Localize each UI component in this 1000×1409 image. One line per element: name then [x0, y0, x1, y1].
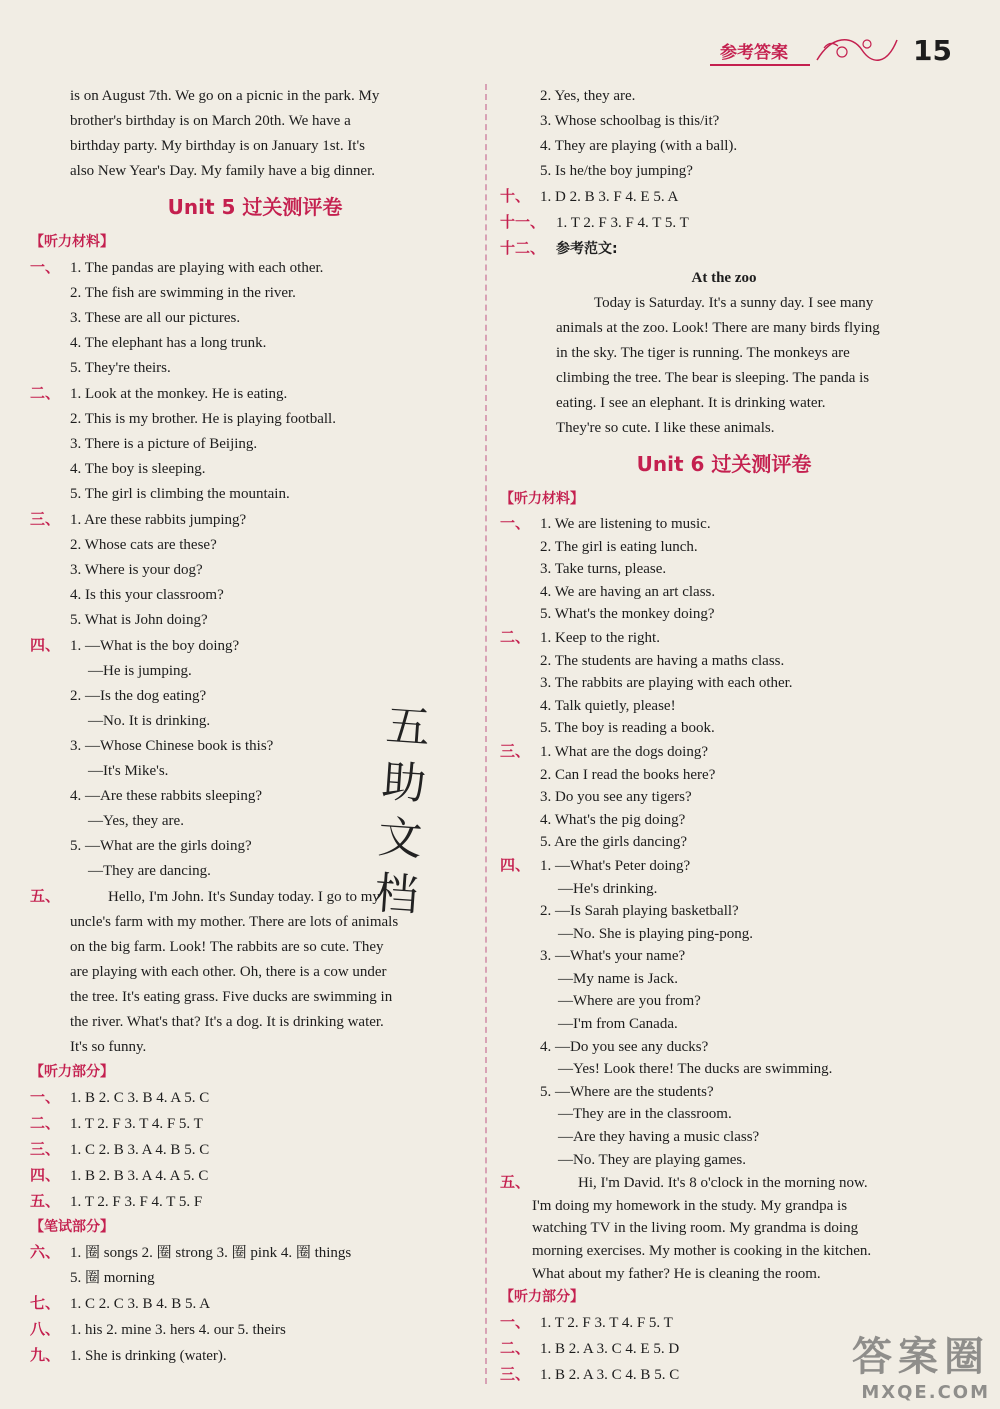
- passage-line: are playing with each other. Oh, there is a cow under: [70, 964, 387, 980]
- question-number: 五、: [500, 1173, 531, 1192]
- answer-text: 5. 圈 morning: [70, 1270, 155, 1286]
- dialogue-line: 1. —What's Peter doing?: [540, 857, 691, 874]
- passage-line: the tree. It's eating grass. Five ducks are swimming in: [70, 989, 393, 1005]
- intro-paragraph: [30, 84, 480, 184]
- dialogue-line: —No. She is playing ping-pong.: [558, 925, 753, 942]
- u6-q3: [500, 740, 948, 854]
- passage-line: It's so funny.: [70, 1039, 147, 1055]
- u5-q1: [30, 255, 480, 381]
- text-line: also New Year's Day. My family have a big dinner.: [70, 163, 376, 179]
- passage-line: on the big farm. Look! The rabbits are so cute. They: [70, 939, 384, 955]
- essay-line: in the sky. The tiger is running. The monkeys are: [556, 345, 850, 361]
- passage-line: watching TV in the living room. My grandma is doing: [532, 1220, 859, 1237]
- passage-line: What about my father? He is cleaning the room.: [532, 1265, 821, 1282]
- essay-body: [500, 291, 948, 441]
- answer-text: 1. B 2. A 3. C 4. E 5. D: [540, 1341, 680, 1358]
- watermark-url: MXQE.COM: [861, 1382, 990, 1403]
- question-number: 一、: [30, 258, 61, 276]
- passage-line: morning exercises. My mother is cooking in the kitchen.: [532, 1243, 872, 1259]
- question-number: 四、: [30, 1166, 61, 1184]
- u6-q5: [500, 1171, 948, 1285]
- question-item: 3. Where is your dog?: [70, 562, 203, 578]
- dialogue-line: —Yes, they are.: [88, 813, 184, 829]
- dialogue-line: —Yes! Look there! The ducks are swimming.: [558, 1061, 833, 1078]
- right-column: [500, 84, 948, 1388]
- question-number: 十二、: [500, 239, 546, 257]
- question-number: 七、: [30, 1294, 61, 1312]
- u6-q1: [500, 512, 948, 626]
- u5-q3: [30, 507, 480, 633]
- question-item: 4. We are having an art class.: [540, 583, 716, 600]
- question-number: 三、: [30, 1140, 61, 1158]
- question-item: 2. The girl is eating lunch.: [540, 538, 698, 555]
- question-number: 三、: [500, 1365, 531, 1384]
- dialogue-line: —No. They are playing games.: [558, 1151, 747, 1168]
- question-item: 4. Is this your classroom?: [70, 587, 224, 603]
- question-number: 九、: [30, 1346, 61, 1364]
- question-number: 六、: [30, 1243, 61, 1261]
- header-underline: [710, 64, 810, 66]
- question-number: 一、: [500, 1313, 531, 1332]
- question-number: 二、: [500, 627, 531, 646]
- question-number: 十、: [500, 187, 531, 205]
- u6-q4: [500, 854, 948, 1171]
- question-number: 二、: [500, 1339, 531, 1358]
- essay-line: eating. I see an elephant. It is drinking water.: [556, 395, 826, 411]
- question-number: 五、: [30, 887, 61, 905]
- question-item: 1. We are listening to music.: [540, 516, 711, 532]
- answer-text: 1. T 2. F 3. T 4. F 5. T: [70, 1116, 203, 1132]
- question-item: 2. The students are having a maths class.: [540, 652, 785, 669]
- dialogue-line: 3. —Whose Chinese book is this?: [70, 738, 274, 754]
- column-divider: [485, 84, 487, 1384]
- question-item: 3. Do you see any tigers?: [540, 789, 692, 806]
- question-item: 2. Whose cats are these?: [70, 537, 217, 553]
- sample-essay-label: 参考范文:: [556, 241, 618, 257]
- question-item: 4. The boy is sleeping.: [70, 461, 206, 477]
- answer-text: 1. C 2. C 3. B 4. B 5. A: [70, 1296, 211, 1312]
- written-part-label: 【笔试部分】: [30, 1219, 114, 1235]
- question-number: 三、: [500, 741, 531, 760]
- handwritten-char: 档: [372, 867, 420, 922]
- essay-line: They're so cute. I like these animals.: [556, 420, 775, 436]
- question-item: 4. Talk quietly, please!: [540, 697, 676, 714]
- question-item: 4. The elephant has a long trunk.: [70, 335, 267, 351]
- handwritten-char: 助: [380, 756, 428, 810]
- u6-q2: [500, 626, 948, 740]
- dialogue-line: 1. —What is the boy doing?: [70, 638, 240, 654]
- text-line: birthday party. My birthday is on January 1st. It's: [70, 138, 366, 154]
- answer-text: 3. Whose schoolbag is this/it?: [540, 113, 720, 129]
- question-item: 1. The pandas are playing with each other.: [70, 260, 324, 276]
- question-number: 二、: [30, 384, 61, 402]
- question-number: 二、: [30, 1114, 61, 1132]
- text-line: brother's birthday is on March 20th. We have a: [70, 113, 351, 129]
- dialogue-line: 5. —What are the girls doing?: [70, 838, 252, 854]
- question-item: 1. What are the dogs doing?: [540, 743, 709, 760]
- question-item: 5. The girl is climbing the mountain.: [70, 486, 290, 502]
- question-item: 5. The boy is reading a book.: [540, 720, 715, 737]
- question-item: 5. What is John doing?: [70, 612, 208, 628]
- text-line: is on August 7th. We go on a picnic in the park. My: [70, 88, 380, 104]
- passage-line: Hi, I'm David. It's 8 o'clock in the morning now.: [578, 1175, 868, 1192]
- essay-line: Today is Saturday. It's a sunny day. I see many: [594, 295, 874, 311]
- dialogue-line: 4. —Do you see any ducks?: [540, 1038, 709, 1055]
- listening-part-label: 【听力部分】: [500, 1289, 584, 1306]
- u5-written-answers: [30, 1240, 480, 1369]
- question-item: 2. Can I read the books here?: [540, 766, 716, 783]
- answer-text: 1. She is drinking (water).: [70, 1348, 227, 1364]
- listening-part-label: 【听力部分】: [30, 1064, 114, 1080]
- answer-text: 1. T 2. F 3. F 4. T 5. T: [556, 215, 689, 231]
- passage-line: uncle's farm with my mother. There are lots of animals: [70, 914, 399, 930]
- question-number: 五、: [30, 1192, 61, 1210]
- dialogue-line: —It's Mike's.: [88, 763, 169, 779]
- question-item: 5. They're theirs.: [70, 360, 171, 376]
- question-item: 3. There is a picture of Beijing.: [70, 436, 258, 452]
- question-item: 3. These are all our pictures.: [70, 310, 241, 326]
- header-label: 参考答案: [720, 43, 788, 63]
- dialogue-line: —Are they having a music class?: [558, 1129, 760, 1146]
- u5-q2: [30, 381, 480, 507]
- u5-q9-continued: [500, 84, 948, 184]
- question-item: 2. The fish are swimming in the river.: [70, 285, 296, 301]
- dialogue-line: —I'm from Canada.: [558, 1016, 678, 1033]
- answer-text: 1. his 2. mine 3. hers 4. our 5. theirs: [70, 1322, 286, 1338]
- answer-text: 4. They are playing (with a ball).: [540, 138, 738, 154]
- handwritten-char: 五: [384, 700, 432, 755]
- decorative-swirl-icon: [812, 30, 902, 70]
- question-number: 一、: [500, 514, 531, 532]
- answer-text: 2. Yes, they are.: [540, 88, 636, 104]
- dialogue-line: —Where are you from?: [558, 993, 701, 1010]
- dialogue-line: 5. —Where are the students?: [540, 1083, 714, 1100]
- question-item: 5. Are the girls dancing?: [540, 834, 688, 851]
- dialogue-line: 4. —Are these rabbits sleeping?: [70, 788, 263, 804]
- listening-material-label: 【听力材料】: [500, 491, 584, 507]
- question-item: 1. Keep to the right.: [540, 629, 660, 646]
- dialogue-line: 2. —Is the dog eating?: [70, 688, 207, 704]
- answer-text: 1. T 2. F 3. F 4. T 5. F: [70, 1194, 203, 1210]
- question-number: 一、: [30, 1088, 61, 1106]
- question-item: 2. This is my brother. He is playing football.: [70, 411, 336, 427]
- passage-line: I'm doing my homework in the study. My grandpa is: [532, 1197, 848, 1214]
- question-number: 十一、: [500, 213, 546, 231]
- dialogue-line: —No. It is drinking.: [88, 713, 211, 729]
- answer-text: 1. 圈 songs 2. 圈 strong 3. 圈 pink 4. 圈 things: [70, 1245, 352, 1261]
- question-item: 3. Take turns, please.: [540, 561, 667, 578]
- watermark: [852, 1325, 990, 1403]
- question-number: 四、: [30, 636, 61, 654]
- essay-line: climbing the tree. The bear is sleeping. The panda is: [556, 370, 870, 386]
- answer-text: 1. B 2. C 3. B 4. A 5. C: [70, 1090, 210, 1106]
- answer-text: 1. D 2. B 3. F 4. E 5. A: [540, 189, 679, 205]
- question-number: 四、: [500, 855, 531, 874]
- passage-line: Hello, I'm John. It's Sunday today. I go to my: [108, 889, 380, 905]
- essay-title: At the zoo: [691, 270, 757, 286]
- dialogue-line: 2. —Is Sarah playing basketball?: [540, 903, 739, 920]
- dialogue-line: —They are dancing.: [88, 863, 211, 879]
- page-number: 15: [913, 34, 952, 67]
- question-number: 八、: [30, 1320, 61, 1338]
- answer-text: 1. T 2. F 3. T 4. F 5. T: [540, 1315, 673, 1332]
- passage-line: the river. What's that? It's a dog. It is drinking water.: [70, 1014, 384, 1030]
- page-header: [500, 28, 980, 78]
- answer-text: 1. B 2. B 3. A 4. A 5. C: [70, 1168, 209, 1184]
- answer-text: 1. B 2. A 3. C 4. B 5. C: [540, 1367, 680, 1384]
- question-number: 三、: [30, 510, 61, 528]
- unit6-title: Unit 6 过关测评卷: [636, 452, 812, 476]
- handwritten-char: 文: [376, 811, 424, 866]
- u5-listening-answers: [30, 1085, 480, 1215]
- dialogue-line: —They are in the classroom.: [558, 1106, 732, 1123]
- question-item: 4. What's the pig doing?: [540, 811, 686, 828]
- dialogue-line: —He's drinking.: [558, 880, 658, 897]
- question-item: 5. What's the monkey doing?: [540, 606, 715, 623]
- watermark-logo: 答案圈: [852, 1334, 990, 1380]
- unit5-title: Unit 5 过关测评卷: [167, 195, 343, 219]
- dialogue-line: —My name is Jack.: [558, 970, 678, 987]
- question-item: 1. Look at the monkey. He is eating.: [70, 386, 288, 402]
- essay-line: animals at the zoo. Look! There are many birds flying: [556, 320, 880, 336]
- answer-text: 5. Is he/the boy jumping?: [540, 163, 693, 179]
- listening-material-label: 【听力材料】: [30, 234, 114, 250]
- dialogue-line: 3. —What's your name?: [540, 948, 686, 965]
- answer-text: 1. C 2. B 3. A 4. B 5. C: [70, 1142, 210, 1158]
- question-item: 3. The rabbits are playing with each other.: [540, 675, 793, 692]
- dialogue-line: —He is jumping.: [88, 663, 192, 679]
- question-item: 1. Are these rabbits jumping?: [70, 512, 247, 528]
